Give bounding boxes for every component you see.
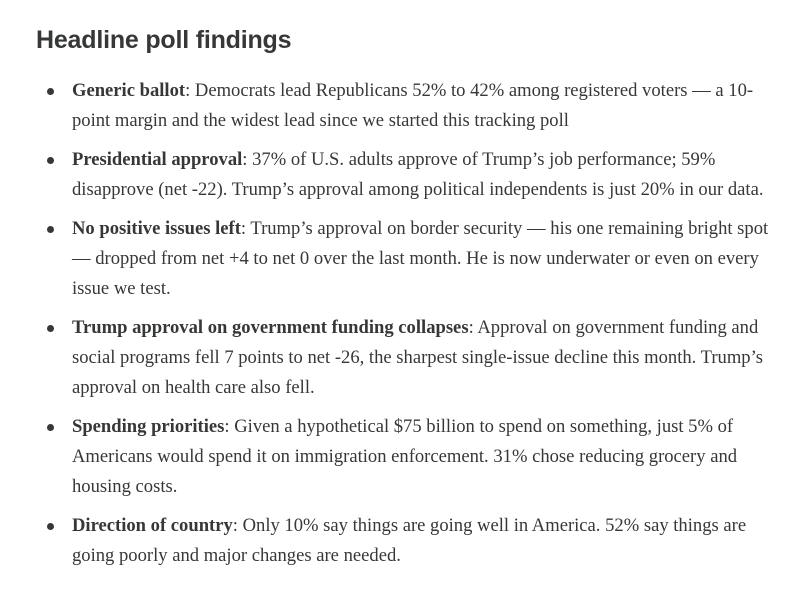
finding-label: Trump approval on government funding collapses: [72, 317, 469, 338]
poll-findings-section: [36, 24, 776, 580]
finding-label: Generic ballot: [72, 80, 186, 101]
finding-text: : Democrats lead Republicans 52% to 42% among registered voters — a 10-point margin and the widest lead since we started this tracking poll: [72, 80, 754, 131]
finding-label: No positive issues left: [72, 218, 241, 239]
finding-direction-of-country: [36, 511, 776, 571]
finding-text: : 37% of U.S. adults approve of Trump’s job performance; 59% disapprove (net -22). Trump’s approval among political independents is just 20% in our data.: [72, 149, 764, 200]
finding-label: Presidential approval: [72, 149, 243, 170]
bullet-icon: [47, 325, 54, 332]
finding-generic-ballot: [36, 76, 776, 136]
finding-label: Direction of country: [72, 515, 233, 536]
finding-label: Spending priorities: [72, 416, 225, 437]
finding-government-funding: [36, 313, 776, 403]
bullet-icon: [47, 523, 54, 530]
section-heading: Headline poll findings: [36, 26, 292, 54]
finding-no-positive-issues: [36, 214, 776, 304]
bullet-icon: [47, 157, 54, 164]
finding-text: : Only 10% say things are going well in America. 52% say things are going poorly and major changes are needed.: [72, 515, 747, 566]
finding-spending-priorities: [36, 412, 776, 502]
finding-text: : Trump’s approval on border security — his one remaining bright spot — dropped from net +4 to net 0 over the last month. He is now underwater or even on every issue we test.: [72, 218, 769, 299]
finding-text: : Approval on government funding and social programs fell 7 points to net -26, the sharpest single-issue decline this month. Trump’s approval on health care also fell.: [72, 317, 763, 398]
finding-presidential-approval: [36, 145, 776, 205]
finding-text: : Given a hypothetical $75 billion to spend on something, just 5% of Americans would spend it on immigration enforcement. 31% chose reducing grocery and housing costs.: [72, 416, 738, 497]
findings-list: [36, 76, 776, 571]
bullet-icon: [47, 88, 54, 95]
bullet-icon: [47, 424, 54, 431]
bullet-icon: [47, 226, 54, 233]
